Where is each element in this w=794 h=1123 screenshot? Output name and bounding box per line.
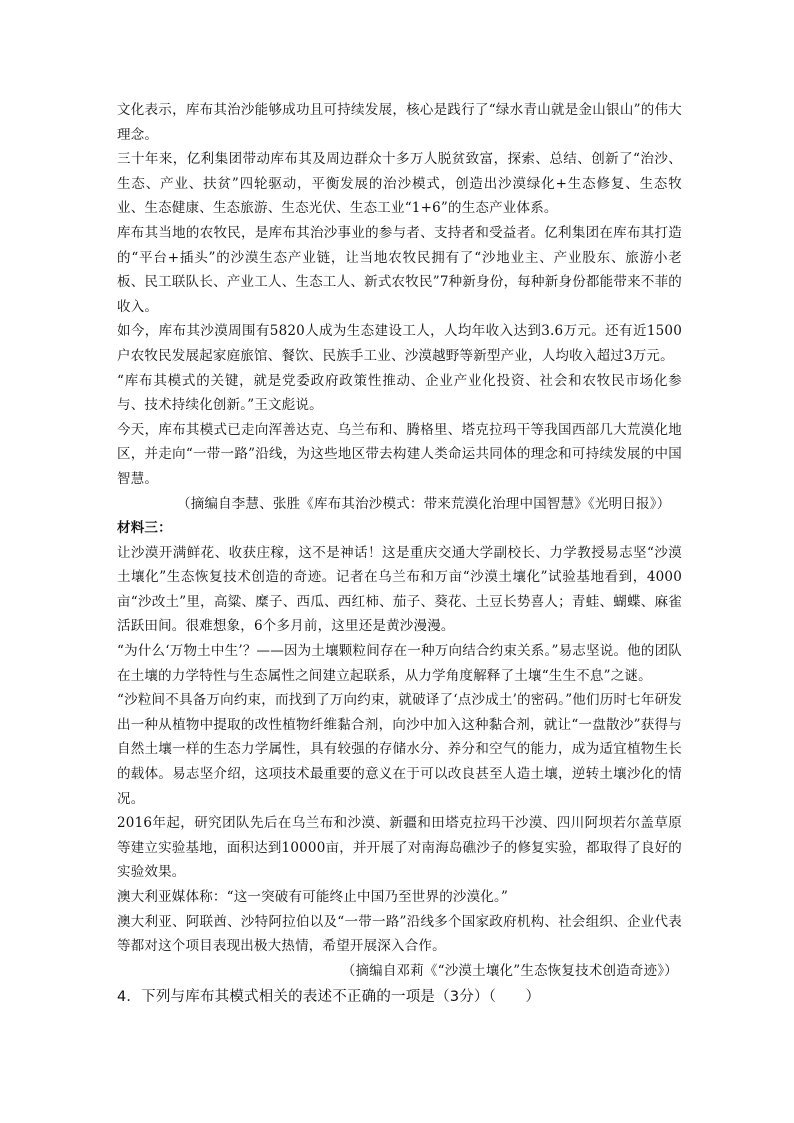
source-citation: （摘编自李慧、张胜《库布其治沙模式：带来荒漠化治理中国智慧》《光明日报》） [177, 495, 671, 512]
paragraph: “为什么‘万物土中生’？——因为土壤颗粒间存在一种万向结合约束关系。”易志坚说。他的团队在土壤的力学特性与生态属性之间建立起联系，从力学角度解释了土壤“生生不息”之谜。 [117, 643, 682, 684]
material-heading: 材料三： [117, 520, 172, 537]
paragraph: 让沙漠开满鲜花、收获庄稼，这不是神话！这是重庆交通大学副校长、力学教授易志坚“沙漠土壤化”生态恢复技术创造的奇迹。记者在乌兰布和万亩“沙漠土壤化”试验基地看到，4000亩“沙改土”里，高粱、糜子、西瓜、西红柿、茄子、葵花、土豆长势喜人；青蛙、蝴蝶、麻雀活跃田间。很难想象，6个多月前，这里还是黄沙漫漫。 [117, 544, 682, 635]
paragraph: 澳大利亚媒体称：“这一突破有可能终止中国乃至世界的沙漠化。” [117, 889, 509, 905]
paragraph: “沙粒间不具备万向约束，而找到了万向约束，就破译了‘点沙成土’的密码。”他们历时七年研发出一种从植物中提取的改性植物纤维黏合剂，向沙中加入这种黏合剂，就让“一盘散沙”获得与自然土壤一样的生态力学属性，具有较强的存储水分、养分和空气的能力，成为适宜植物生长的载体。易志坚介绍，这项技术最重要的意义在于可以改良甚至人造土壤，逆转土壤沙化的情况。 [117, 692, 682, 807]
paragraph: 澳大利亚、阿联酋、沙特阿拉伯以及“一带一路”沿线多个国家政府机构、社会组织、企业代表等都对这个项目表现出极大热情，希望开展深入合作。 [117, 913, 682, 955]
paragraph: “库布其模式的关键，就是党委政府政策性推动、企业产业化投资、社会和农牧民市场化参与、技术持续化创新。”王文彪说。 [117, 372, 682, 414]
paragraph: 今天，库布其模式已走向浑善达克、乌兰布和、腾格里、塔克拉玛干等我国西部几大荒漠化地区，并走向“一带一路”沿线，为这些地区带去构建人类命运共同体的理念和可持续发展的中国智慧。 [117, 421, 682, 487]
question-text: 4．下列与库布其模式相关的表述不正确的一项是（3分）（ ） [117, 989, 541, 1006]
paragraph: 文化表示，库布其治沙能够成功且可持续发展，核心是践行了“绿水青山就是金山银山”的伟大理念。 [117, 102, 682, 143]
paragraph: 2016年起，研究团队先后在乌兰布和沙漠、新疆和田塔克拉玛干沙漠、四川阿坝若尔盖草原等建立实验基地，面积达到10000亩，并开展了对南海岛礁沙子的修复实验，都取得了良好的实验效果。 [117, 815, 682, 881]
paragraph: 如今，库布其沙漠周围有5820人成为生态建设工人，人均年收入达到3.6万元。还有近1500户农牧民发展起家庭旅馆、餐饮、民族手工业、沙漠越野等新型产业，人均收入超过3万元。 [117, 323, 682, 364]
paragraph: 三十年来，亿利集团带动库布其及周边群众十多万人脱贫致富，探索、总结、创新了“治沙、生态、产业、扶贫”四轮驱动，平衡发展的治沙模式，创造出沙漠绿化+生态修复、生态牧业、生态健康、生态旅游、生态光伏、生态工业“1+6”的生态产业体系。 [117, 151, 682, 217]
paragraph: 库布其当地的农牧民，是库布其治沙事业的参与者、支持者和受益者。亿利集团在库布其打造的“平台+插头”的沙漠生态产业链，让当地农牧民拥有了“沙地业主、产业股东、旅游小老板、民工联队长、产业工人、生态工人、新式农牧民”7种新身份，每种新身份都能带来不菲的收入。 [117, 224, 682, 315]
source-citation: （摘编自邓莉《“沙漠土壤化”生态恢复技术创造奇迹》） [341, 962, 678, 979]
document-body [117, 98, 682, 1009]
